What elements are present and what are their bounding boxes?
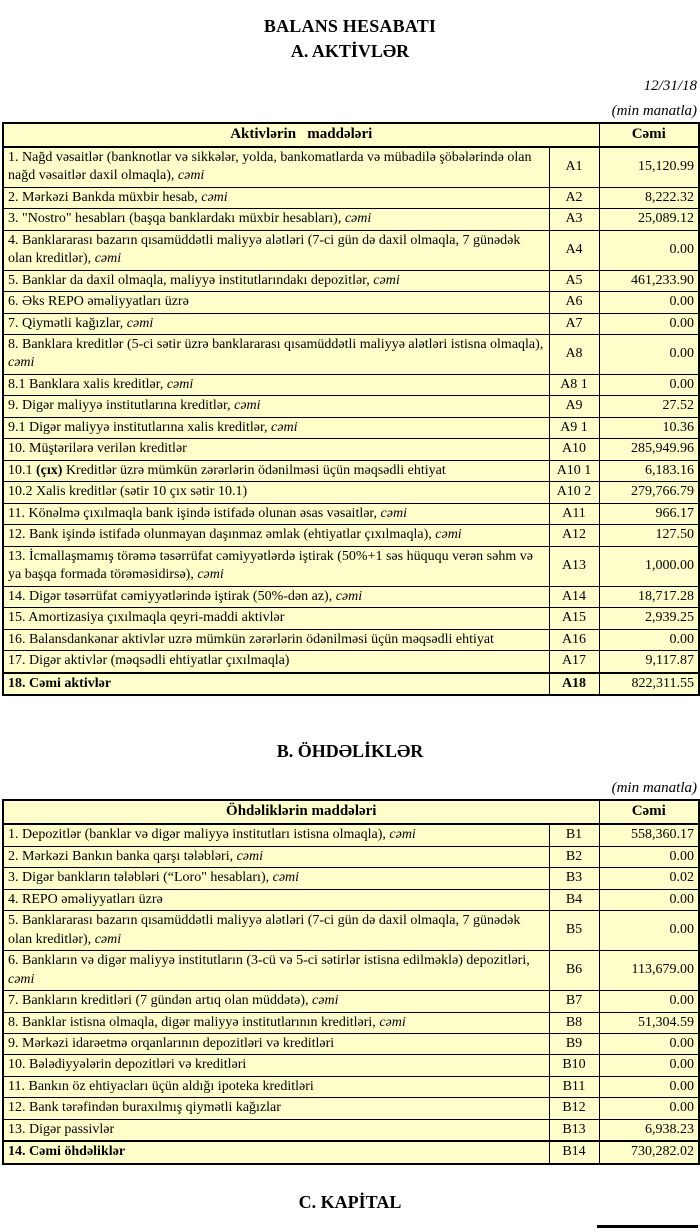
table-row xyxy=(3,889,699,910)
liabilities-table-header-row xyxy=(3,800,699,824)
table-row xyxy=(3,1033,699,1054)
item-label: 8. Banklara kreditlər (5-ci sətir üzrə banklararası qısamüddətli maliyyə alətləri istisna olmaqla), cəmi xyxy=(3,335,549,375)
item-value: 0.00 xyxy=(599,991,699,1012)
table-row xyxy=(3,911,699,951)
item-value: 10.36 xyxy=(599,417,699,438)
item-code: B14 xyxy=(549,1141,599,1163)
table-row xyxy=(3,1119,699,1141)
item-label: 14. Digər təsərrüfat cəmiyyətlərində iştirak (50%-dən az), cəmi xyxy=(3,586,549,607)
table-row xyxy=(3,147,699,187)
table-row xyxy=(3,868,699,889)
item-value: 0.00 xyxy=(599,1098,699,1119)
item-value: 1,000.00 xyxy=(599,546,699,586)
item-code: B3 xyxy=(549,868,599,889)
liabilities-items-header: Öhdəliklərin maddələri xyxy=(3,800,599,824)
table-row xyxy=(3,991,699,1012)
item-code: A11 xyxy=(549,503,599,524)
item-code: A15 xyxy=(549,608,599,629)
item-code: A13 xyxy=(549,546,599,586)
item-code: A14 xyxy=(549,586,599,607)
table-row xyxy=(3,292,699,313)
item-value: 0.00 xyxy=(599,230,699,270)
item-label: 4. REPO əməliyyatları üzrə xyxy=(3,889,549,910)
item-code: B13 xyxy=(549,1119,599,1141)
item-label: 12. Bank tərəfindən buraxılmış qiymətli kağızlar xyxy=(3,1098,549,1119)
item-label: 5. Banklar da daxil olmaqla, maliyyə institutlarındakı depozitlər, cəmi xyxy=(3,270,549,291)
item-value: 285,949.96 xyxy=(599,439,699,460)
item-value: 25,089.12 xyxy=(599,209,699,230)
item-label: 15. Amortizasiya çıxılmaqla qeyri-maddi aktivlər xyxy=(3,608,549,629)
item-value: 127.50 xyxy=(599,525,699,546)
item-code: A3 xyxy=(549,209,599,230)
units-note-liabilities: (min manatla) xyxy=(611,780,697,797)
table-row xyxy=(3,1012,699,1033)
item-label: 3. "Nostro" hesabları (başqa banklardakı müxbir hesabları), cəmi xyxy=(3,209,549,230)
table-row xyxy=(3,951,699,991)
capital-section-heading: C. KAPİTAL xyxy=(298,1191,402,1212)
table-row xyxy=(3,1076,699,1097)
item-code: A18 xyxy=(549,673,599,695)
table-row xyxy=(3,209,699,230)
item-code: B7 xyxy=(549,991,599,1012)
item-label: 6. Əks REPO əməliyyatları üzrə xyxy=(3,292,549,313)
item-value: 6,183.16 xyxy=(599,460,699,481)
table-row xyxy=(3,482,699,503)
item-label: 11. Bankın öz ehtiyacları üçün aldığı ipoteka kreditləri xyxy=(3,1076,549,1097)
item-label: 10.2 Xalis kreditlər (sətir 10 çıx sətir 10.1) xyxy=(3,482,549,503)
item-code: A9 xyxy=(549,396,599,417)
item-value: 0.00 xyxy=(599,889,699,910)
item-label: 18. Cəmi aktivlər xyxy=(3,673,549,695)
item-label: 2. Mərkəzi Bankda müxbir hesab, cəmi xyxy=(3,187,549,208)
item-value: 0.00 xyxy=(599,846,699,867)
item-code: A1 xyxy=(549,147,599,187)
item-value: 558,360.17 xyxy=(599,824,699,846)
item-label: 17. Digər aktivlər (məqsədli ehtiyatlar çıxılmaqla) xyxy=(3,651,549,673)
item-value: 0.00 xyxy=(599,1033,699,1054)
report-date: 12/31/18 xyxy=(643,78,697,94)
table-row xyxy=(3,503,699,524)
assets-table xyxy=(2,122,700,696)
item-code: A6 xyxy=(549,292,599,313)
balance-report-page xyxy=(0,15,700,1212)
item-label: 1. Depozitlər (banklar və digər maliyyə institutları istisna olmaqla), cəmi xyxy=(3,824,549,846)
table-row xyxy=(3,439,699,460)
item-value: 0.00 xyxy=(599,1076,699,1097)
table-row xyxy=(3,525,699,546)
item-label: 3. Digər bankların tələbləri (“Loro" hesabları), cəmi xyxy=(3,868,549,889)
item-value: 2,939.25 xyxy=(599,608,699,629)
item-label: 10. Müştərilərə verilən kreditlər xyxy=(3,439,549,460)
item-code: A10 1 xyxy=(549,460,599,481)
item-value: 51,304.59 xyxy=(599,1012,699,1033)
item-label: 4. Banklararası bazarın qısamüddətli maliyyə alətləri (7-ci gün də daxil olmaqla, 7 günədək olan kreditlər), cəmi xyxy=(3,230,549,270)
item-value: 0.00 xyxy=(599,374,699,395)
table-row xyxy=(3,313,699,334)
table-row xyxy=(3,546,699,586)
item-code: B2 xyxy=(549,846,599,867)
item-code: A10 xyxy=(549,439,599,460)
item-code: A12 xyxy=(549,525,599,546)
item-code: A8 1 xyxy=(549,374,599,395)
liabilities-table xyxy=(2,799,700,1164)
item-value: 6,938.23 xyxy=(599,1119,699,1141)
item-label: 11. Könəlmə çıxılmaqla bank işində istifadə olunan əsas vəsaitlər, cəmi xyxy=(3,503,549,524)
item-code: B10 xyxy=(549,1055,599,1076)
assets-section-heading: A. AKTİVLƏR xyxy=(290,40,410,61)
table-row xyxy=(3,608,699,629)
table-row xyxy=(3,586,699,607)
item-code: B5 xyxy=(549,911,599,951)
assets-items-header: Aktivlərin maddələri xyxy=(3,123,599,147)
item-label: 10.1 (çıx) Kreditlər üzrə mümkün zərərlərin ödənilməsi üçün məqsədli ehtiyat xyxy=(3,460,549,481)
table-row xyxy=(3,846,699,867)
item-code: A8 xyxy=(549,335,599,375)
item-value: 18,717.28 xyxy=(599,586,699,607)
item-code: B1 xyxy=(549,824,599,846)
item-label: 5. Banklararası bazarın qısamüddətli maliyyə alətləri (7-ci gün də daxil olmaqla, 7 günədək olan kreditlər), cəmi xyxy=(3,911,549,951)
table-row xyxy=(3,824,699,846)
item-value: 0.00 xyxy=(599,911,699,951)
item-code: A4 xyxy=(549,230,599,270)
item-value: 0.00 xyxy=(599,1055,699,1076)
liabilities-section-heading: B. ÖHDƏLİKLƏR xyxy=(276,740,424,761)
item-value: 27.52 xyxy=(599,396,699,417)
item-value: 0.00 xyxy=(599,292,699,313)
table-row xyxy=(3,629,699,650)
assets-table-header-row xyxy=(3,123,699,147)
item-code: A5 xyxy=(549,270,599,291)
item-label: 7. Qiymətli kağızlar, cəmi xyxy=(3,313,549,334)
table-row xyxy=(3,673,699,695)
item-label: 9. Mərkəzi idarəetmə orqanlarının depozitləri və kreditləri xyxy=(3,1033,549,1054)
item-label: 6. Bankların və digər maliyyə institutların (3-cü və 5-ci sətirlər istisna edilməklə) depozitləri, cəmi xyxy=(3,951,549,991)
item-value: 0.02 xyxy=(599,868,699,889)
item-code: A2 xyxy=(549,187,599,208)
liabilities-total-header: Cəmi xyxy=(599,800,699,824)
item-code: A10 2 xyxy=(549,482,599,503)
item-label: 1. Nağd vəsaitlər (banknotlar və sikkələr, yolda, bankomatlarda və mübadilə şöbələrində olan nağd vəsaitlər daxil olmaqla), cəmi xyxy=(3,147,549,187)
assets-total-header: Cəmi xyxy=(599,123,699,147)
table-row xyxy=(3,396,699,417)
item-label: 13. Digər passivlər xyxy=(3,1119,549,1141)
item-value: 730,282.02 xyxy=(599,1141,699,1163)
item-code: B12 xyxy=(549,1098,599,1119)
item-label: 2. Mərkəzi Bankın banka qarşı tələbləri, cəmi xyxy=(3,846,549,867)
item-code: B8 xyxy=(549,1012,599,1033)
item-label: 12. Bank işində istifadə olunmayan daşınmaz əmlak (ehtiyatlar çıxılmaqla), cəmi xyxy=(3,525,549,546)
item-value: 8,222.32 xyxy=(599,187,699,208)
item-label: 14. Cəmi öhdəliklər xyxy=(3,1141,549,1163)
item-code: A16 xyxy=(549,629,599,650)
item-label: 9. Digər maliyyə institutlarına kreditlər, cəmi xyxy=(3,396,549,417)
table-row xyxy=(3,1141,699,1163)
item-label: 7. Bankların kreditləri (7 gündən artıq olan müddətə), cəmi xyxy=(3,991,549,1012)
item-value: 279,766.79 xyxy=(599,482,699,503)
report-title: BALANS HESABATI xyxy=(263,16,437,36)
item-label: 10. Bələdiyyələrin depozitləri və kreditləri xyxy=(3,1055,549,1076)
table-row xyxy=(3,651,699,673)
item-value: 461,233.90 xyxy=(599,270,699,291)
item-code: A17 xyxy=(549,651,599,673)
item-value: 0.00 xyxy=(599,313,699,334)
item-label: 13. İcmallaşmamış törəmə təsərrüfat cəmiyyətlərdə iştirak (50%+1 səs hüququ verən səhm və ya başqa formada törəməsidirsə), cəmi xyxy=(3,546,549,586)
table-row xyxy=(3,270,699,291)
table-row xyxy=(3,374,699,395)
item-code: B6 xyxy=(549,951,599,991)
table-row xyxy=(3,1098,699,1119)
item-value: 822,311.55 xyxy=(599,673,699,695)
item-code: B11 xyxy=(549,1076,599,1097)
item-label: 8. Banklar istisna olmaqla, digər maliyyə institutlarının kreditləri, cəmi xyxy=(3,1012,549,1033)
item-value: 15,120.99 xyxy=(599,147,699,187)
table-row xyxy=(3,460,699,481)
item-value: 113,679.00 xyxy=(599,951,699,991)
table-row xyxy=(3,1055,699,1076)
table-row xyxy=(3,187,699,208)
item-value: 0.00 xyxy=(599,335,699,375)
units-note-assets: (min manatla) xyxy=(611,103,697,119)
item-label: 16. Balansdankənar aktivlər uzrə mümkün zərərlərin ödənilməsi üçün məqsədli ehtiyat xyxy=(3,629,549,650)
item-code: B4 xyxy=(549,889,599,910)
table-row xyxy=(3,230,699,270)
item-label: 8.1 Banklara xalis kreditlər, cəmi xyxy=(3,374,549,395)
item-code: B9 xyxy=(549,1033,599,1054)
item-value: 966.17 xyxy=(599,503,699,524)
table-row xyxy=(3,335,699,375)
table-row xyxy=(3,417,699,438)
item-label: 9.1 Digər maliyyə institutlarına xalis kreditlər, cəmi xyxy=(3,417,549,438)
item-code: A9 1 xyxy=(549,417,599,438)
item-code: A7 xyxy=(549,313,599,334)
item-value: 9,117.87 xyxy=(599,651,699,673)
item-value: 0.00 xyxy=(599,629,699,650)
